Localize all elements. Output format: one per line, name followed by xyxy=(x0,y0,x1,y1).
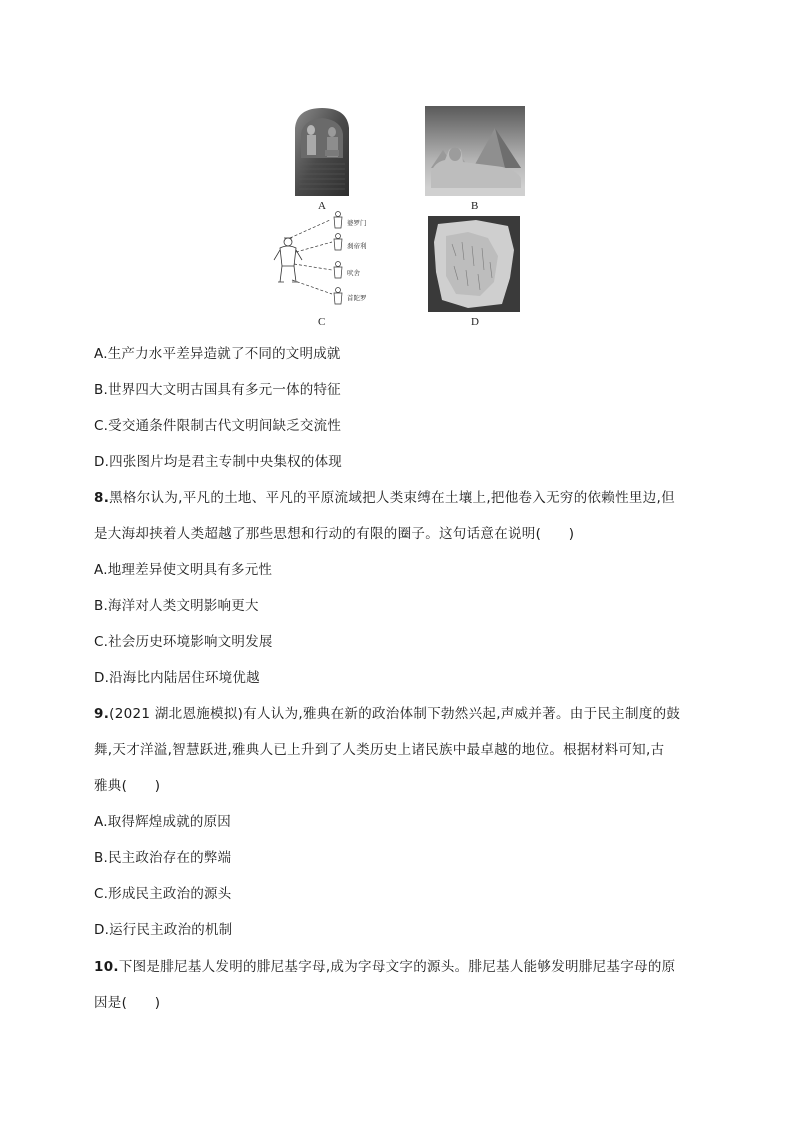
q10-stem-line-1: 10.下图是腓尼基人发明的腓尼基字母,成为字母文字的源头。腓尼基人能够发明腓尼基字母的原 xyxy=(94,959,676,975)
q9-option-a: A.取得辉煌成就的原因 xyxy=(94,814,231,830)
q7-option-a: A.生产力水平差异造就了不同的文明成就 xyxy=(94,346,341,362)
q9-stem-line-3: 雅典( ) xyxy=(94,778,161,794)
caste-shudra-label: 首陀罗 xyxy=(347,294,367,302)
figure-d-tablet-image xyxy=(428,216,520,312)
q8-stem-line-2: 是大海却挟着人类超越了那些思想和行动的有限的圈子。这句话意在说明( ) xyxy=(94,526,575,542)
q9-option-d: D.运行民主政治的机制 xyxy=(94,922,233,938)
q7-option-d: D.四张图片均是君主专制中央集权的体现 xyxy=(94,454,342,470)
q9-number: 9. xyxy=(94,706,110,722)
q8-stem-line-1: 8.黑格尔认为,平凡的土地、平凡的平原流域把人类束缚在土壤上,把他卷入无穷的依赖性里边,但 xyxy=(94,490,675,506)
figure-d-caption: D xyxy=(471,316,479,328)
q10-stem-line-2: 因是( ) xyxy=(94,995,161,1011)
q8-number: 8. xyxy=(94,490,110,506)
q7-option-b: B.世界四大文明古国具有多元一体的特征 xyxy=(94,382,341,398)
figure-c-caption: C xyxy=(318,316,326,328)
q7-option-c: C.受交通条件限制古代文明间缺乏交流性 xyxy=(94,418,342,434)
q9-stem-line-1: 9.(2021 湖北恩施模拟)有人认为,雅典在新的政治体制下勃然兴起,声威并著。由于民主制度的鼓 xyxy=(94,706,681,722)
q9-stem-line-2: 舞,天才洋溢,智慧跃进,雅典人已上升到了人类历史上诸民族中最卓越的地位。根据材料可知,古 xyxy=(94,742,665,758)
q8-option-a: A.地理差异使文明具有多元性 xyxy=(94,562,273,578)
q9-option-b: B.民主政治存在的弊端 xyxy=(94,850,232,866)
q8-option-d: D.沿海比内陆居住环境优越 xyxy=(94,670,260,686)
figure-b-sphinx-image xyxy=(425,106,525,196)
caste-vaishya-label: 吠舍 xyxy=(347,269,360,277)
q10-number: 10. xyxy=(94,959,119,975)
q9-option-c: C.形成民主政治的源头 xyxy=(94,886,232,902)
figure-a-stele-image xyxy=(287,106,357,196)
q8-option-c: C.社会历史环境影响文明发展 xyxy=(94,634,273,650)
q8-option-b: B.海洋对人类文明影响更大 xyxy=(94,598,259,614)
caste-kshatriya-label: 刹帝利 xyxy=(347,242,367,250)
figure-c-caste-diagram xyxy=(270,208,390,310)
caste-brahmin-label: 婆罗门 xyxy=(347,219,367,227)
figure-a-caption: A xyxy=(318,200,326,212)
figure-b-caption: B xyxy=(471,200,479,212)
